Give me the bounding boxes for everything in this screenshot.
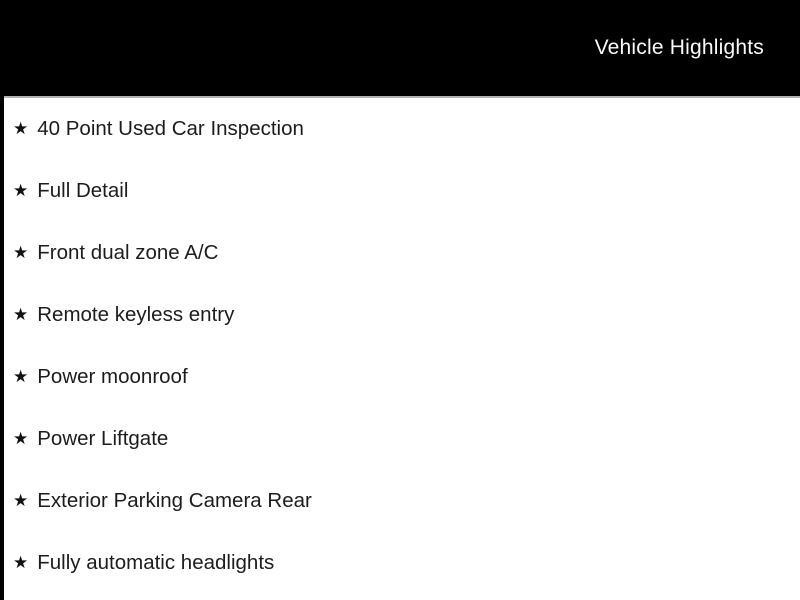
highlight-label: Front dual zone A/C (37, 241, 219, 264)
list-item (4, 346, 800, 408)
page-header (4, 0, 800, 98)
star-bullet-icon: ★ (13, 180, 29, 200)
star-bullet-icon: ★ (13, 490, 29, 510)
highlight-label: 40 Point Used Car Inspection (37, 117, 304, 140)
highlight-label: Fully automatic headlights (37, 551, 275, 574)
highlight-label: Power Liftgate (37, 427, 169, 450)
star-bullet-icon: ★ (13, 428, 29, 448)
list-item (4, 532, 800, 594)
page-title: Vehicle Highlights (594, 36, 764, 59)
star-bullet-icon: ★ (13, 366, 29, 386)
highlight-label: Exterior Parking Camera Rear (37, 489, 312, 512)
list-item (4, 98, 800, 160)
star-bullet-icon: ★ (13, 304, 29, 324)
highlight-label: Power moonroof (37, 365, 188, 388)
list-item (4, 160, 800, 222)
highlight-label: Full Detail (37, 179, 129, 202)
list-item (4, 284, 800, 346)
list-item (4, 222, 800, 284)
highlights-list (4, 98, 800, 594)
star-bullet-icon: ★ (13, 118, 29, 138)
list-item (4, 470, 800, 532)
star-bullet-icon: ★ (13, 242, 29, 262)
list-item (4, 408, 800, 470)
highlight-label: Remote keyless entry (37, 303, 235, 326)
star-bullet-icon: ★ (13, 552, 29, 572)
